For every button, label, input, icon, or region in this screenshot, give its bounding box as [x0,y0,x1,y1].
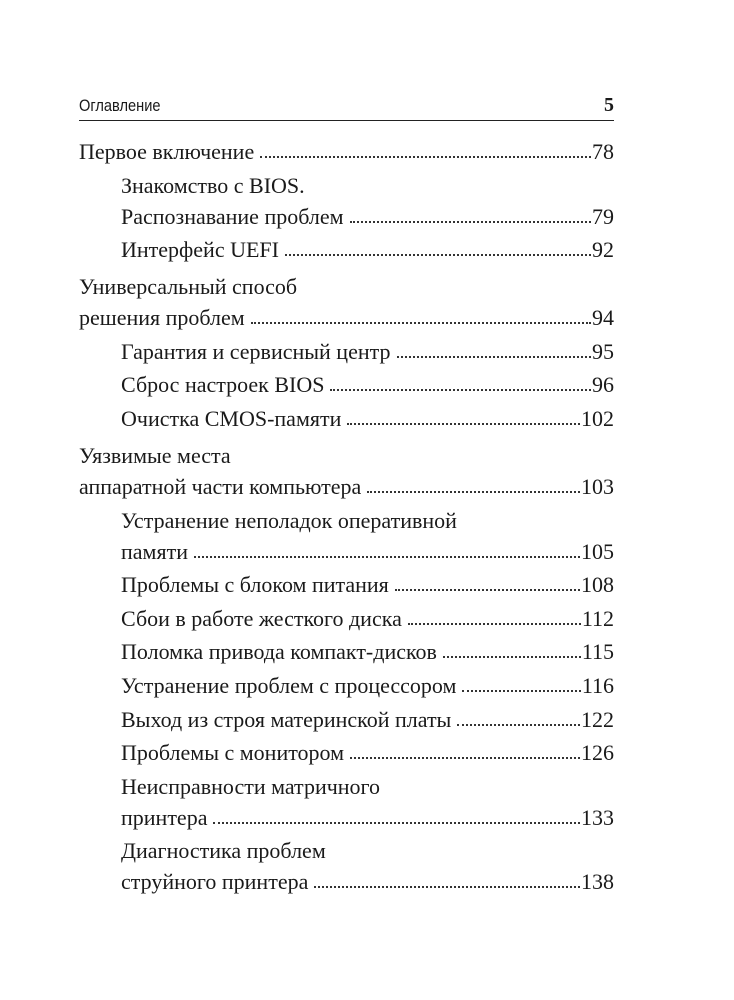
toc-chapter[interactable] [79,271,614,333]
toc-section[interactable] [79,704,614,735]
toc-entry-title: Выход из строя материнской платы [121,706,452,732]
dot-leader [314,886,580,888]
toc-entry-line [121,737,614,768]
toc-entry-title-line: Диагностика проблем [121,838,326,864]
toc-entry-line [79,471,614,502]
toc-entry-title: аппаратной части компьютера [79,473,362,499]
toc-page-number: 108 [581,572,614,598]
toc-entry-line [121,569,614,600]
toc-page-number: 103 [581,473,614,499]
toc-entry-title: Интерфейс UEFI [121,237,279,263]
page-number: 5 [604,94,614,116]
dot-leader [350,757,580,759]
toc-chapter[interactable] [79,440,614,502]
toc-entry-title: Поломка привода компакт-дисков [121,639,437,665]
dot-leader [443,656,581,658]
toc-page-number: 122 [581,706,614,732]
dot-leader [457,724,580,726]
toc-page-number: 92 [592,237,614,263]
dot-leader [395,589,580,591]
dot-leader [397,356,592,358]
toc-entry-line [121,369,614,400]
toc-entry-title-line: Знакомство с BIOS. [121,172,305,198]
toc-entry-line [121,201,614,232]
toc-entry-title: Сбои в работе жесткого диска [121,605,402,631]
toc-section[interactable] [79,234,614,265]
dot-leader [350,221,591,223]
toc-page-number: 102 [581,405,614,431]
toc-entry-title-line: Неисправности матричного [121,773,381,799]
toc-entry-title: принтера [121,804,208,830]
toc-section[interactable] [79,771,614,833]
dot-leader [462,690,580,692]
toc-entry-line [121,536,614,567]
toc-entry-line [121,336,614,367]
toc-entry-title: решения проблем [79,305,245,331]
table-of-contents [79,136,614,897]
dot-leader [213,822,580,824]
dot-leader [408,623,581,625]
toc-entry-line [79,136,614,167]
toc-page-number: 126 [581,740,614,766]
toc-section[interactable] [79,737,614,768]
toc-section[interactable] [79,369,614,400]
toc-page-number: 112 [581,605,614,631]
toc-section[interactable] [79,403,614,434]
toc-entry-line [79,302,614,333]
toc-section[interactable] [79,603,614,634]
dot-leader [260,156,591,158]
dot-leader [285,254,591,256]
toc-page-number: 79 [592,203,614,229]
toc-entry-title: Гарантия и сервисный центр [121,338,391,364]
toc-section[interactable] [79,670,614,701]
toc-page-number: 96 [592,372,614,398]
toc-entry-title: Первое включение [79,139,255,164]
toc-page-number: 105 [581,538,614,564]
toc-entry-title: Устранение проблем с процессором [121,672,457,698]
toc-entry-title-line: Устранение неполадок оперативной [121,507,457,533]
toc-entry-line [121,802,614,833]
toc-entry-line [121,603,614,634]
toc-section[interactable] [79,170,614,232]
dot-leader [194,556,580,558]
toc-entry-title: струйного принтера [121,869,309,895]
toc-page-number: 94 [592,305,614,331]
toc-page-number: 95 [592,338,614,364]
toc-entry-title-line: Универсальный способ [79,274,298,300]
toc-page-number: 78 [592,139,614,164]
toc-entry-title: памяти [121,538,188,564]
toc-page-number: 138 [581,869,614,895]
toc-chapter[interactable] [79,136,614,167]
dot-leader [251,322,591,324]
toc-entry-title-line: Уязвимые места [79,442,231,468]
dot-leader [347,423,580,425]
toc-entry-title: Распознавание проблем [121,203,344,229]
toc-page-number: 115 [581,639,614,665]
toc-entry-line [121,866,614,897]
toc-entry-title: Очистка CMOS-памяти [121,405,342,431]
toc-entry-line [121,403,614,434]
dot-leader [367,491,580,493]
toc-entry-line [121,234,614,265]
toc-section[interactable] [79,336,614,367]
toc-entry-title: Проблемы с блоком питания [121,572,389,598]
toc-section[interactable] [79,505,614,567]
toc-section[interactable] [79,569,614,600]
toc-section[interactable] [79,835,614,897]
toc-entry-title: Сброс настроек BIOS [121,372,325,398]
running-header [79,92,614,121]
toc-entry-line [121,704,614,735]
header-title: Оглавление [79,96,161,115]
toc-entry-title: Проблемы с монитором [121,740,345,766]
toc-page-number: 133 [581,804,614,830]
toc-page-number: 116 [581,672,614,698]
toc-section[interactable] [79,636,614,667]
toc-entry-line [121,636,614,667]
toc-entry-line [121,670,614,701]
dot-leader [330,389,591,391]
